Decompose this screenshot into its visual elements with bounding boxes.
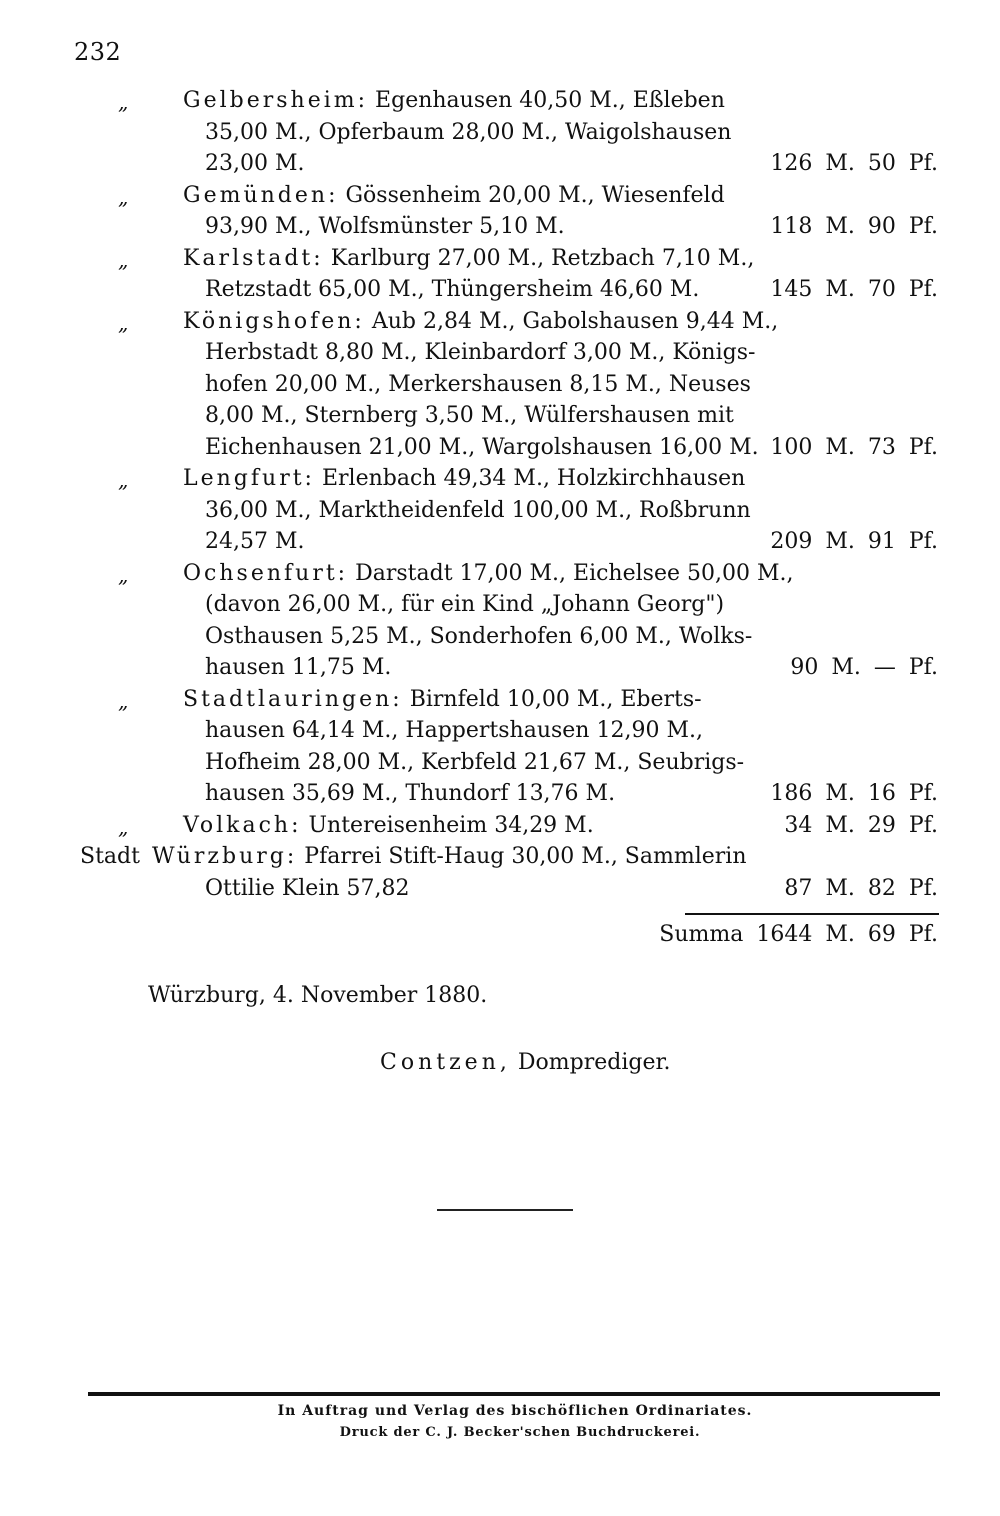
ditto-mark: „ <box>118 814 129 839</box>
ditto-mark: „ <box>118 247 129 272</box>
printer-note: Druck der C. J. Becker'schen Buchdruckerei. <box>339 1425 701 1440</box>
entry-text: Hofheim 28,00 M., Kerbfeld 21,67 M., Seubrigs- <box>205 749 745 775</box>
entry-text: hausen 35,69 M., Thundorf 13,76 M. <box>205 781 616 806</box>
entry-text: Birnfeld 10,00 M., Eberts- <box>409 686 702 712</box>
place-name: Lengfurt: <box>183 466 315 491</box>
publisher-note: In Auftrag und Verlag des bischöflichen Ordinariates. <box>277 1403 753 1419</box>
place-name: Stadtlauringen: <box>183 686 403 712</box>
entry-text: Darstadt 17,00 M., Eichelsee 50,00 M., <box>355 560 794 586</box>
entry-text: Aub 2,84 M., Gabolshausen 9,44 M., <box>371 308 779 334</box>
signature-title: Domprediger. <box>517 1050 671 1075</box>
total-sum: Summa 1644 M. 69 Pf. <box>659 922 938 947</box>
list-item-karlstadt <box>0 243 1000 275</box>
place-name: Königshofen: <box>183 308 365 334</box>
ditto-mark: „ <box>118 310 129 335</box>
entry-text: 8,00 M., Sternberg 3,50 M., Wülfershausen mit <box>205 403 734 428</box>
entry-amount: 34 M. 29 Pf. <box>784 812 938 838</box>
ditto-mark: „ <box>118 90 129 114</box>
place-name: Ochsenfurt: <box>183 560 349 586</box>
entry-text: 24,57 M. <box>205 529 305 554</box>
entry-text: 93,90 M., Wolfsmünster 5,10 M. <box>205 214 565 239</box>
signature <box>380 1050 671 1075</box>
entry-amount: 90 M. — Pf. <box>790 655 938 680</box>
list-item-stadtlauringen <box>0 684 1000 716</box>
list-item-gelbersheim <box>0 85 1000 117</box>
entry-text: Karlburg 27,00 M., Retzbach 7,10 M., <box>330 245 755 271</box>
place-name: Karlstadt: <box>183 245 324 271</box>
ditto-mark: „ <box>118 184 129 209</box>
footer-divider <box>88 1392 940 1396</box>
entry-text: Erlenbach 49,34 M., Holzkirchhausen <box>321 466 746 491</box>
sum-divider <box>685 913 939 915</box>
entry-text: 36,00 M., Marktheidenfeld 100,00 M., Roßbrunn <box>205 497 751 523</box>
entry-text: Gössenheim 20,00 M., Wiesenfeld <box>345 182 725 208</box>
entry-text: 23,00 M. <box>205 151 305 176</box>
entry-text: Egenhausen 40,50 M., Eßleben <box>375 88 725 113</box>
entry-text: Osthausen 5,25 M., Sonderhofen 6,00 M., Wolks- <box>205 623 753 649</box>
place-name: Volkach: <box>183 812 302 838</box>
entry-amount: 186 M. 16 Pf. <box>770 781 938 806</box>
entry-text: hausen 11,75 M. <box>205 655 392 680</box>
signature-name: Contzen, <box>380 1050 511 1075</box>
dateline: Würzburg, 4. November 1880. <box>148 983 488 1008</box>
entry-amount: 209 M. 91 Pf. <box>770 529 938 554</box>
donation-list <box>0 85 1000 904</box>
entry-amount: 145 M. 70 Pf. <box>770 277 938 302</box>
entry-text: Herbstadt 8,80 M., Kleinbardorf 3,00 M., Königs- <box>205 340 756 365</box>
list-item-wuerzburg <box>0 841 1000 873</box>
list-item-gemuenden <box>0 180 1000 212</box>
entry-text: Eichenhausen 21,00 M., Wargolshausen 16,00 M. <box>205 434 759 460</box>
entry-text: Untereisenheim 34,29 M. <box>308 812 594 838</box>
entry-text: 35,00 M., Opferbaum 28,00 M., Waigolshausen <box>205 119 732 145</box>
list-item-koenigshofen <box>0 306 1000 338</box>
entry-text: Retzstadt 65,00 M., Thüngersheim 46,60 M. <box>205 277 700 302</box>
place-name: Gelbersheim: <box>183 88 369 113</box>
ditto-mark: „ <box>118 562 129 587</box>
page-number: 232 <box>74 38 122 66</box>
section-divider <box>437 1209 573 1211</box>
entry-text: Ottilie Klein 57,82 <box>205 875 410 901</box>
entry-amount: 87 M. 82 Pf. <box>784 875 938 901</box>
entry-amount: 118 M. 90 Pf. <box>770 214 938 239</box>
ditto-mark: „ <box>118 468 129 492</box>
entry-text: (davon 26,00 M., für ein Kind „Johann Georg") <box>205 592 725 617</box>
entry-amount: 100 M. 73 Pf. <box>770 434 938 460</box>
place-name: Gemünden: <box>183 182 339 208</box>
city-prefix: Stadt <box>80 844 140 869</box>
list-item-volkach <box>0 810 1000 842</box>
entry-text: hofen 20,00 M., Merkershausen 8,15 M., Neuses <box>205 371 751 397</box>
place-name: Würzburg: <box>152 844 298 869</box>
entry-text: hausen 64,14 M., Happertshausen 12,90 M., <box>205 718 703 743</box>
entry-amount: 126 M. 50 Pf. <box>770 151 938 176</box>
entry-text: Pfarrei Stift-Haug 30,00 M., Sammlerin <box>304 844 747 869</box>
list-item-ochsenfurt <box>0 558 1000 590</box>
list-item-lengfurt <box>0 463 1000 495</box>
ditto-mark: „ <box>118 688 129 713</box>
